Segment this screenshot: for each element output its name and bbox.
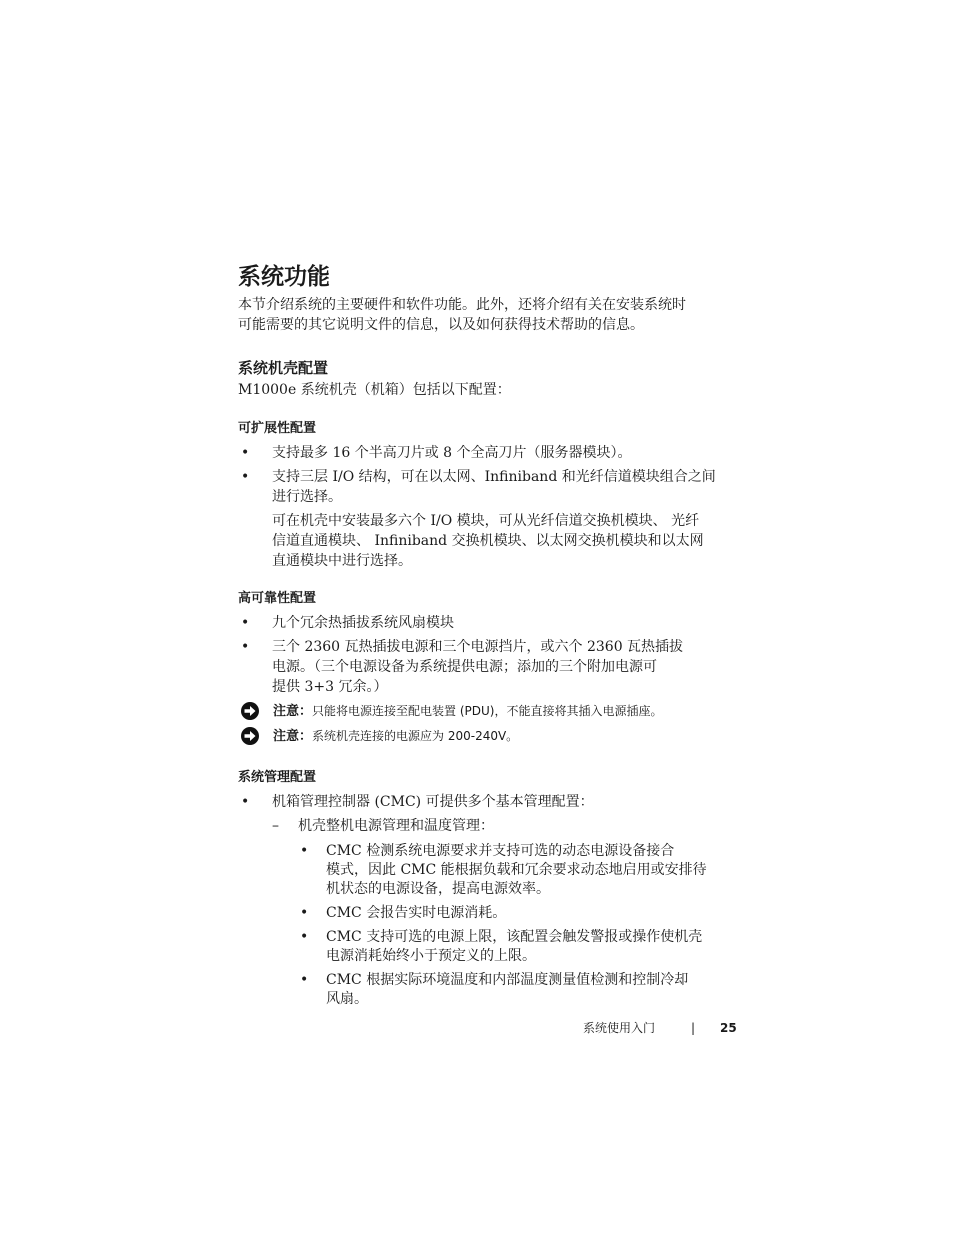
note-voltage — [238, 726, 738, 747]
bullet-glyph: • — [241, 615, 250, 631]
list-item: • 三个 2360 瓦热插拔电源和三个电源挡片，或六个 2360 瓦热插拔 电源。（三个电源设备为系统提供电源；添加的三个附加电源可 提供 3+3 冗余。） — [241, 639, 684, 695]
scalability-list — [238, 443, 738, 507]
note-label: 注意： — [273, 704, 313, 719]
list-item: • 九个冗余热插拔系统风扇模块 — [241, 615, 454, 631]
page-footer — [583, 1019, 737, 1037]
bullet-glyph: • — [241, 794, 250, 810]
bullet-glyph: • — [300, 905, 309, 921]
intro-line: 本节介绍系统的主要硬件和软件功能。此外，还将介绍有关在安装系统时 — [238, 297, 686, 313]
footer-section-title: 系统使用入门 — [583, 1021, 656, 1035]
note-icon — [240, 726, 260, 746]
intro-paragraph — [238, 295, 738, 335]
chassis-text: M1000e 系统机壳（机箱）包括以下配置： — [238, 382, 511, 398]
note-text: 只能将电源连接至配电装置 (PDU)，不能直接将其插入电源插座。 — [312, 704, 663, 718]
dash-item: – 机壳整机电源管理和温度管理： — [272, 818, 494, 834]
note-pdu — [238, 701, 738, 722]
list-item: • CMC 支持可选的电源上限，该配置会触发警报或操作使机壳 电源消耗始终小于预定义的上限。 — [300, 929, 703, 964]
list-item: • 支持最多 16 个半高刀片或 8 个全高刀片（服务器模块）。 — [241, 445, 632, 461]
footer-separator: | — [691, 1021, 696, 1035]
page-title: 系统功能 — [238, 264, 330, 290]
bullet-glyph: • — [241, 639, 250, 655]
reliability-heading: 高可靠性配置 — [238, 591, 317, 606]
bullet-glyph: • — [300, 972, 309, 988]
bullet-glyph: • — [241, 445, 250, 461]
intro-line: 可能需要的其它说明文件的信息，以及如何获得技术帮助的信息。 — [238, 317, 644, 333]
page-number: 25 — [720, 1021, 737, 1035]
reliability-list — [238, 613, 738, 697]
list-item: • CMC 根据实际环境温度和内部温度测量值检测和控制冷却 风扇。 — [300, 972, 689, 1007]
management-list — [238, 792, 738, 812]
dash-mark: – — [272, 818, 279, 834]
note-label: 注意： — [273, 729, 313, 744]
note-icon — [240, 701, 260, 721]
chassis-heading: 系统机壳配置 — [238, 359, 329, 377]
cmc-feature-list — [238, 842, 738, 1009]
list-item: • CMC 检测系统电源要求并支持可选的动态电源设备接合 模式，因此 CMC 能根据负载和冗余要求动态地启用或安排待 机状态的电源设备，提高电源效率。 — [300, 843, 707, 897]
list-item: • CMC 会报告实时电源消耗。 — [300, 905, 507, 921]
list-item: • 机箱管理控制器 (CMC) 可提供多个基本管理配置： — [241, 794, 594, 810]
bullet-glyph: • — [241, 469, 250, 485]
bullet-glyph: • — [300, 929, 309, 945]
note-text: 系统机壳连接的电源应为 200-240V。 — [312, 729, 519, 743]
bullet-glyph: • — [300, 843, 309, 859]
io-module-paragraph: 可在机壳中安装最多六个 I/O 模块，可从光纤信道交换机模块、 光纤 信道直通模块、 Infiniband 交换机模块、以太网交换机模块和以太网 直通模块中进行选择。 — [272, 513, 704, 569]
scalability-heading: 可扩展性配置 — [238, 421, 317, 436]
list-item: • 支持三层 I/O 结构，可在以太网、Infiniband 和光纤信道模块组合之间 进行选择。 — [241, 469, 716, 505]
page-content — [238, 262, 738, 1014]
management-heading: 系统管理配置 — [238, 770, 317, 785]
